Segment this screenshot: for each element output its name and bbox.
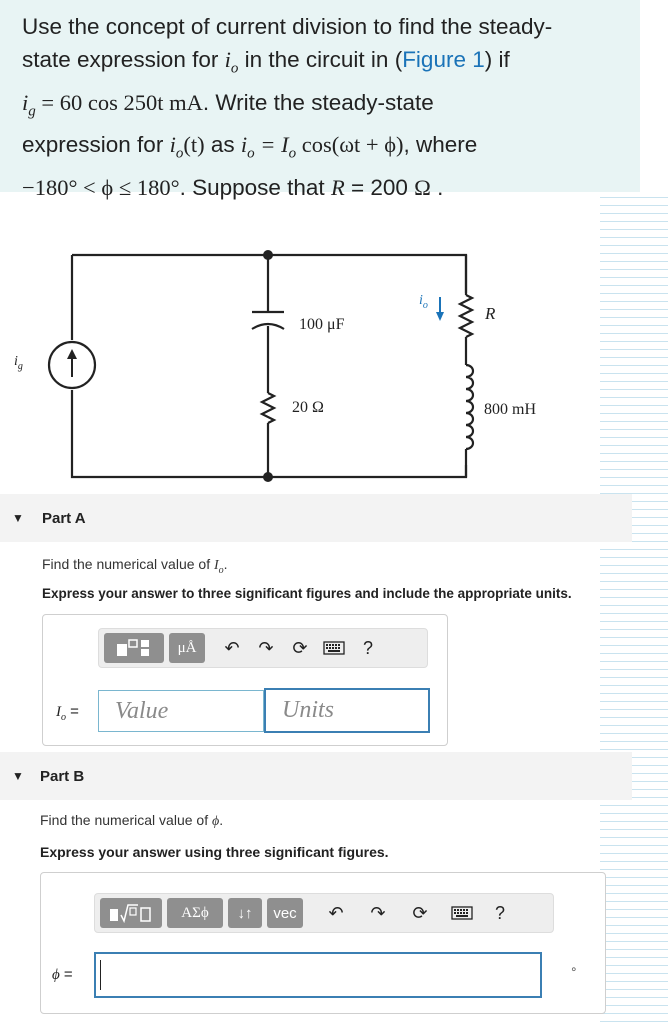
problem-statement [0,0,640,200]
part-a-title: Part A [42,509,86,527]
part-a-toolbar [98,628,428,668]
circuit-diagram [0,215,600,495]
inductor-label: 800 mH [484,401,536,418]
part-b-title: Part B [40,767,85,785]
part-b-express: Express your answer using three significant figures. [40,844,389,860]
collapse-caret-icon[interactable]: ▼ [12,769,24,783]
redo-icon[interactable]: ↷ [370,902,386,923]
templates-icon[interactable] [104,633,164,663]
degree-unit: ∘ [570,962,578,976]
collapse-caret-icon[interactable]: ▼ [12,511,24,525]
units-button[interactable]: μÅ [169,633,205,663]
undo-icon[interactable]: ↶ [224,637,240,658]
io-label: $i_o$ [419,293,428,311]
ig-label: $i_g$ [14,354,23,372]
part-b-label: ϕ = [52,966,73,983]
value-input[interactable]: Value [98,690,264,732]
part-b-find: Find the numerical value of ϕ. [40,812,224,829]
templates-sqrt-icon[interactable] [100,898,162,928]
part-b-toolbar [94,893,554,933]
phi-input[interactable] [94,952,542,998]
reset-icon[interactable]: ⟳ [412,902,428,923]
figure-link[interactable]: Figure 1 [402,47,485,72]
keyboard-icon[interactable] [317,633,351,663]
R-label: R [485,304,496,323]
problem-line-3: $i_g = 60$ cos 250t mA. Write the steady-state [22,89,434,119]
res-20-label: 20 Ω [292,399,324,416]
part-a-express: Express your answer to three significant figures and include the appropriate units. [42,586,572,601]
redo-icon[interactable]: ↷ [258,637,274,658]
part-b-header[interactable] [0,752,632,800]
part-a-label: $I_o$ = [56,703,79,723]
help-icon[interactable]: ? [362,637,373,658]
part-a-header[interactable] [0,494,632,542]
io-arrow-icon [436,297,444,321]
units-input[interactable]: Units [264,688,430,733]
problem-line-2: state expression for $i_o$ in the circuit in (Figure 1) if [22,47,510,77]
undo-icon[interactable]: ↶ [328,902,344,923]
problem-line-5: −180° < ϕ ≤ 180°. Suppose that R = 200 Ω . [22,174,444,200]
greek-button[interactable]: ΑΣϕ [167,898,223,928]
part-a-find: Find the numerical value of $I_o$. [42,556,228,576]
resistor-20-icon [262,393,274,423]
problem-line-1: Use the concept of current division to find the steady- [22,14,553,39]
problem-line-4: expression for $i_o(t)$ as $i_o = I_o$ cos(ωt + ϕ), where [22,132,478,162]
help-icon[interactable]: ? [494,902,505,923]
vec-button[interactable]: vec [267,898,303,928]
node-top [263,250,273,260]
cap-label: 100 μF [299,316,345,333]
background-ruled-lines [600,190,668,1024]
node-bottom [263,472,273,482]
arrows-button[interactable]: ↓↑ [228,898,262,928]
reset-icon[interactable]: ⟳ [292,637,308,658]
text-cursor [100,960,101,990]
keyboard-icon[interactable] [445,898,479,928]
